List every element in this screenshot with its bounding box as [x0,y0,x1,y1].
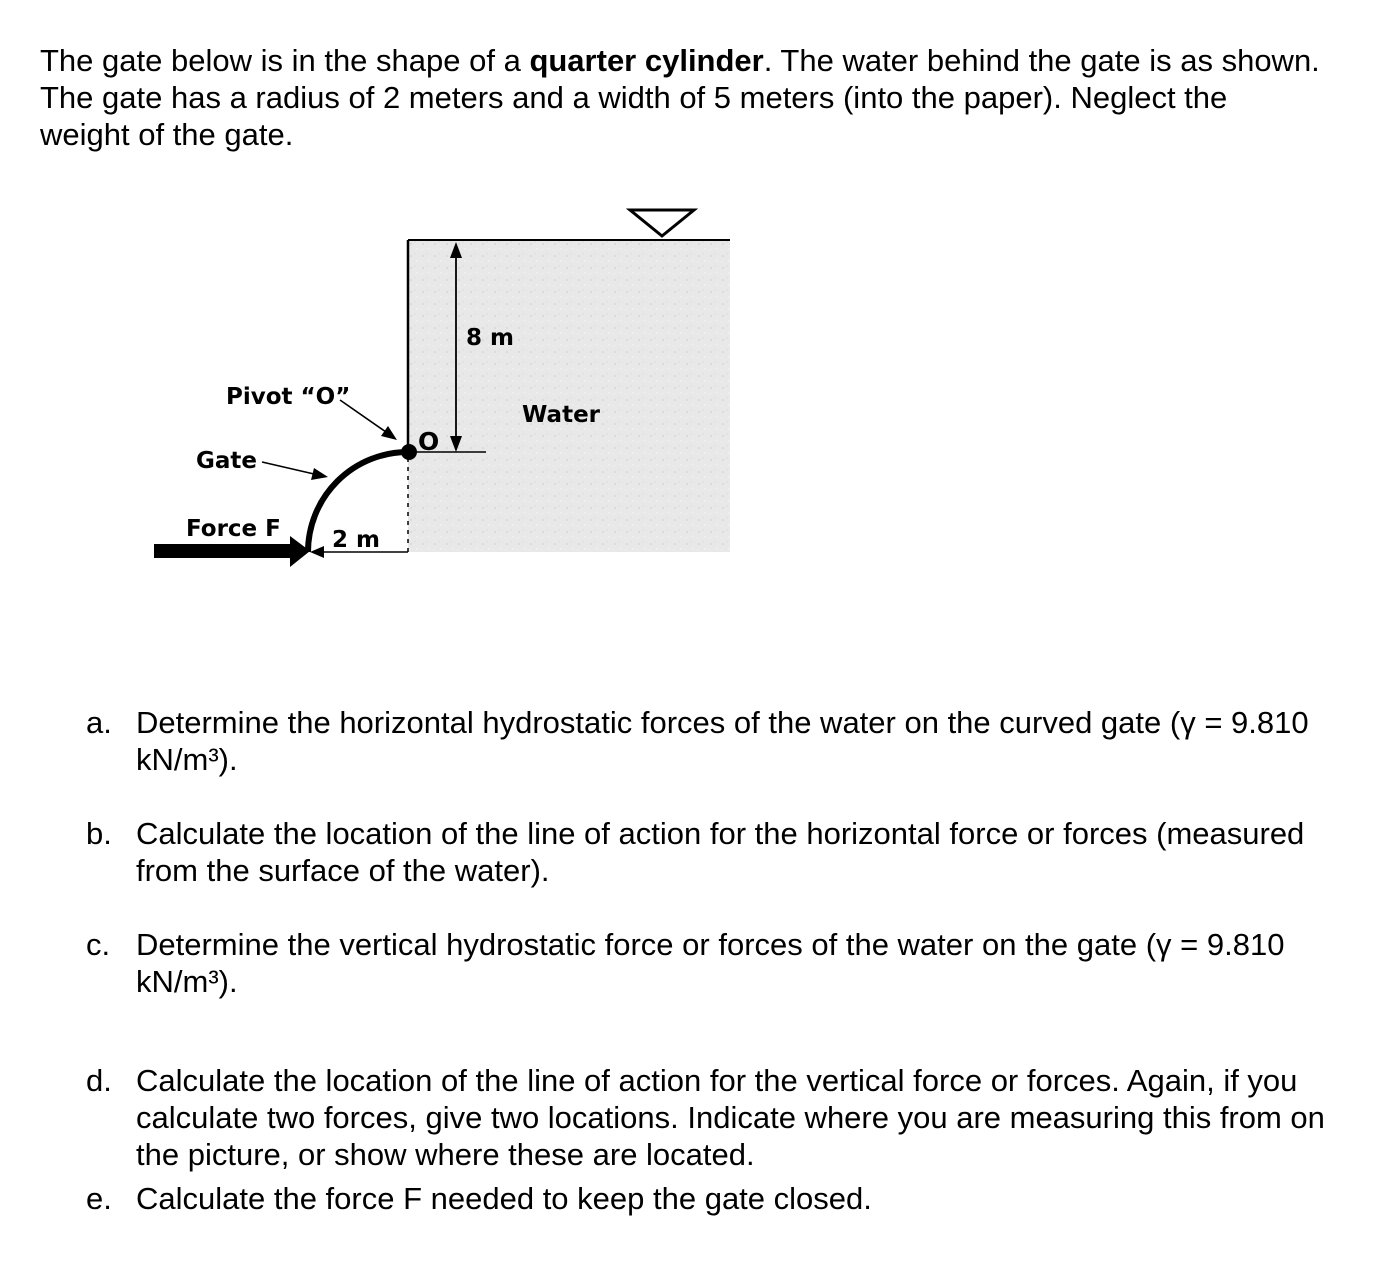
pivot-point-label: O [418,427,440,456]
intro-text-1: The gate below is in the shape of a [40,43,530,78]
question-letter: e. [86,1181,112,1216]
pivot-label: Pivot “O” [226,384,351,410]
intro-bold-term: quarter cylinder [529,43,764,78]
question-text: Calculate the location of the line of action for the horizontal force or forces (measured from the surface of the water). [136,816,1305,888]
gate-label: Gate [196,448,257,474]
radius-label: 2 m [332,527,380,553]
question-text: Determine the horizontal hydrostatic forces of the water on the curved gate (γ = 9.810 kN/m³). [136,705,1309,777]
pivot-dot [401,444,417,460]
depth-label: 8 m [466,325,514,351]
question-letter: d. [86,1063,112,1098]
gate-pointer-line [262,462,314,474]
question-text: Determine the vertical hydrostatic force or forces of the water on the gate (γ = 9.810 kN/m³). [136,927,1285,999]
gate-pointer-arrow-icon [311,468,328,480]
intro-text-2: . The water behind the gate is as shown. The gate has a radius of 2 meters and a width of 5 meters (into the paper). Neglect the weight of the gate. [40,43,1320,152]
question-text: Calculate the force F needed to keep the gate closed. [136,1181,872,1216]
question-letter: c. [86,927,111,962]
question-letter: a. [86,705,112,740]
question-text: Calculate the location of the line of action for the vertical force or forces. Again, if you calculate two forces, give two locations. Indicate where you are measuring this from on the picture, or show where these are located. [136,1063,1325,1172]
pivot-pointer-arrow-icon [381,426,397,440]
force-label: Force F [186,516,281,542]
free-surface-icon [630,210,694,236]
question-letter: b. [86,816,112,851]
force-arrow-shaft [154,544,292,558]
radius-arrow-left-icon [310,546,324,558]
water-label: Water [522,402,601,428]
